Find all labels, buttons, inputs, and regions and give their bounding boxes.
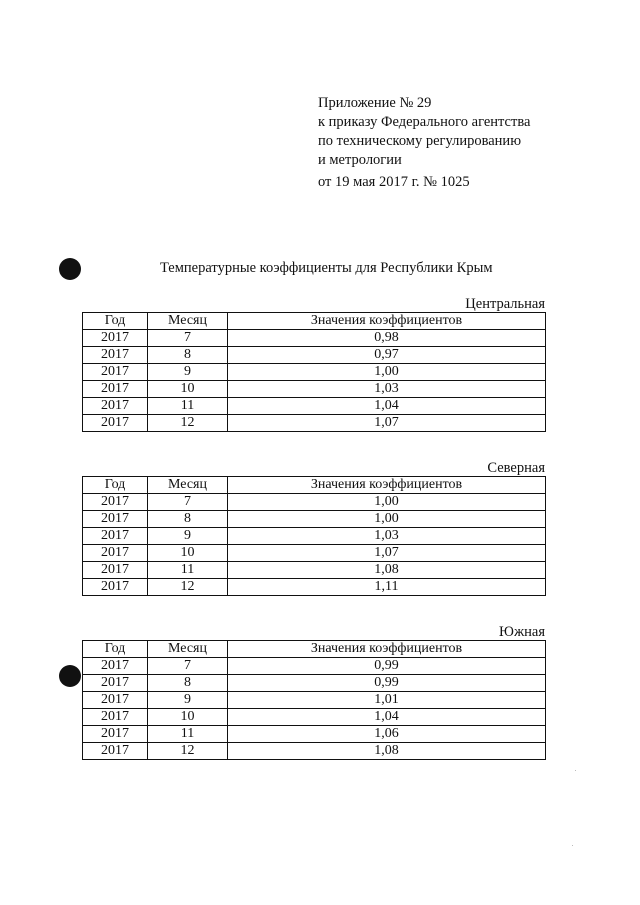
order-date: от 19 мая 2017 г. № 1025: [318, 174, 470, 190]
cell-month: 10: [148, 545, 228, 562]
cell-value: 0,97: [228, 347, 546, 364]
table-row: [83, 726, 546, 743]
cell-value: 1,07: [228, 415, 546, 432]
cell-value: 1,00: [228, 494, 546, 511]
table-row: [83, 743, 546, 760]
cell-year: 2017: [83, 415, 148, 432]
table-row: [83, 658, 546, 675]
region-label-north: Северная: [487, 460, 545, 476]
cell-year: 2017: [83, 347, 148, 364]
punch-hole-top: [59, 258, 81, 280]
table-row: [83, 364, 546, 381]
column-header-value: Значения коэффициентов: [228, 477, 546, 494]
column-header-year: Год: [83, 477, 148, 494]
cell-value: 1,11: [228, 579, 546, 596]
cell-year: 2017: [83, 743, 148, 760]
cell-year: 2017: [83, 579, 148, 596]
coefficient-table-central: [82, 312, 546, 432]
cell-month: 11: [148, 398, 228, 415]
cell-year: 2017: [83, 709, 148, 726]
table-row: [83, 381, 546, 398]
cell-month: 9: [148, 364, 228, 381]
metrology-line: и метрологии: [318, 152, 402, 168]
cell-year: 2017: [83, 726, 148, 743]
cell-value: 1,06: [228, 726, 546, 743]
scan-speck: [572, 845, 573, 846]
cell-value: 1,08: [228, 743, 546, 760]
cell-month: 7: [148, 494, 228, 511]
table-row: [83, 398, 546, 415]
punch-hole-bottom: [59, 665, 81, 687]
table-header-row: [83, 641, 546, 658]
cell-year: 2017: [83, 511, 148, 528]
region-label-central: Центральная: [465, 296, 545, 312]
cell-month: 7: [148, 658, 228, 675]
column-header-month: Месяц: [148, 313, 228, 330]
cell-value: 1,03: [228, 528, 546, 545]
cell-value: 1,01: [228, 692, 546, 709]
document-title: Температурные коэффициенты для Республики Крым: [160, 260, 493, 276]
cell-month: 12: [148, 743, 228, 760]
table-row: [83, 330, 546, 347]
cell-month: 9: [148, 528, 228, 545]
table-header-row: [83, 477, 546, 494]
cell-year: 2017: [83, 658, 148, 675]
cell-month: 11: [148, 562, 228, 579]
table-row: [83, 415, 546, 432]
table-row: [83, 579, 546, 596]
appendix-number: Приложение № 29: [318, 95, 432, 111]
agency-line: по техническому регулированию: [318, 133, 522, 149]
cell-year: 2017: [83, 528, 148, 545]
coefficient-table-south: [82, 640, 546, 760]
appendix-header: [318, 94, 530, 192]
table-row: [83, 562, 546, 579]
column-header-value: Значения коэффициентов: [228, 641, 546, 658]
column-header-value: Значения коэффициентов: [228, 313, 546, 330]
cell-month: 11: [148, 726, 228, 743]
cell-month: 8: [148, 347, 228, 364]
cell-value: 1,04: [228, 398, 546, 415]
column-header-year: Год: [83, 641, 148, 658]
cell-year: 2017: [83, 562, 148, 579]
table-row: [83, 494, 546, 511]
cell-value: 1,04: [228, 709, 546, 726]
cell-value: 0,99: [228, 675, 546, 692]
cell-month: 12: [148, 579, 228, 596]
coefficient-table-north: [82, 476, 546, 596]
cell-value: 1,00: [228, 364, 546, 381]
table-row: [83, 675, 546, 692]
cell-value: 1,00: [228, 511, 546, 528]
table-header-row: [83, 313, 546, 330]
cell-month: 12: [148, 415, 228, 432]
cell-year: 2017: [83, 330, 148, 347]
cell-value: 0,99: [228, 658, 546, 675]
table-row: [83, 692, 546, 709]
cell-value: 0,98: [228, 330, 546, 347]
cell-year: 2017: [83, 675, 148, 692]
column-header-month: Месяц: [148, 477, 228, 494]
cell-month: 8: [148, 675, 228, 692]
cell-year: 2017: [83, 692, 148, 709]
region-label-south: Южная: [499, 624, 545, 640]
column-header-month: Месяц: [148, 641, 228, 658]
table-row: [83, 511, 546, 528]
cell-month: 10: [148, 709, 228, 726]
cell-month: 8: [148, 511, 228, 528]
cell-month: 9: [148, 692, 228, 709]
table-row: [83, 709, 546, 726]
cell-year: 2017: [83, 381, 148, 398]
cell-month: 10: [148, 381, 228, 398]
cell-year: 2017: [83, 364, 148, 381]
table-row: [83, 545, 546, 562]
column-header-year: Год: [83, 313, 148, 330]
cell-year: 2017: [83, 545, 148, 562]
cell-value: 1,07: [228, 545, 546, 562]
cell-value: 1,08: [228, 562, 546, 579]
table-row: [83, 528, 546, 545]
order-reference: к приказу Федерального агентства: [318, 114, 531, 130]
scan-speck: [575, 770, 576, 771]
cell-value: 1,03: [228, 381, 546, 398]
cell-year: 2017: [83, 494, 148, 511]
table-row: [83, 347, 546, 364]
cell-month: 7: [148, 330, 228, 347]
cell-year: 2017: [83, 398, 148, 415]
